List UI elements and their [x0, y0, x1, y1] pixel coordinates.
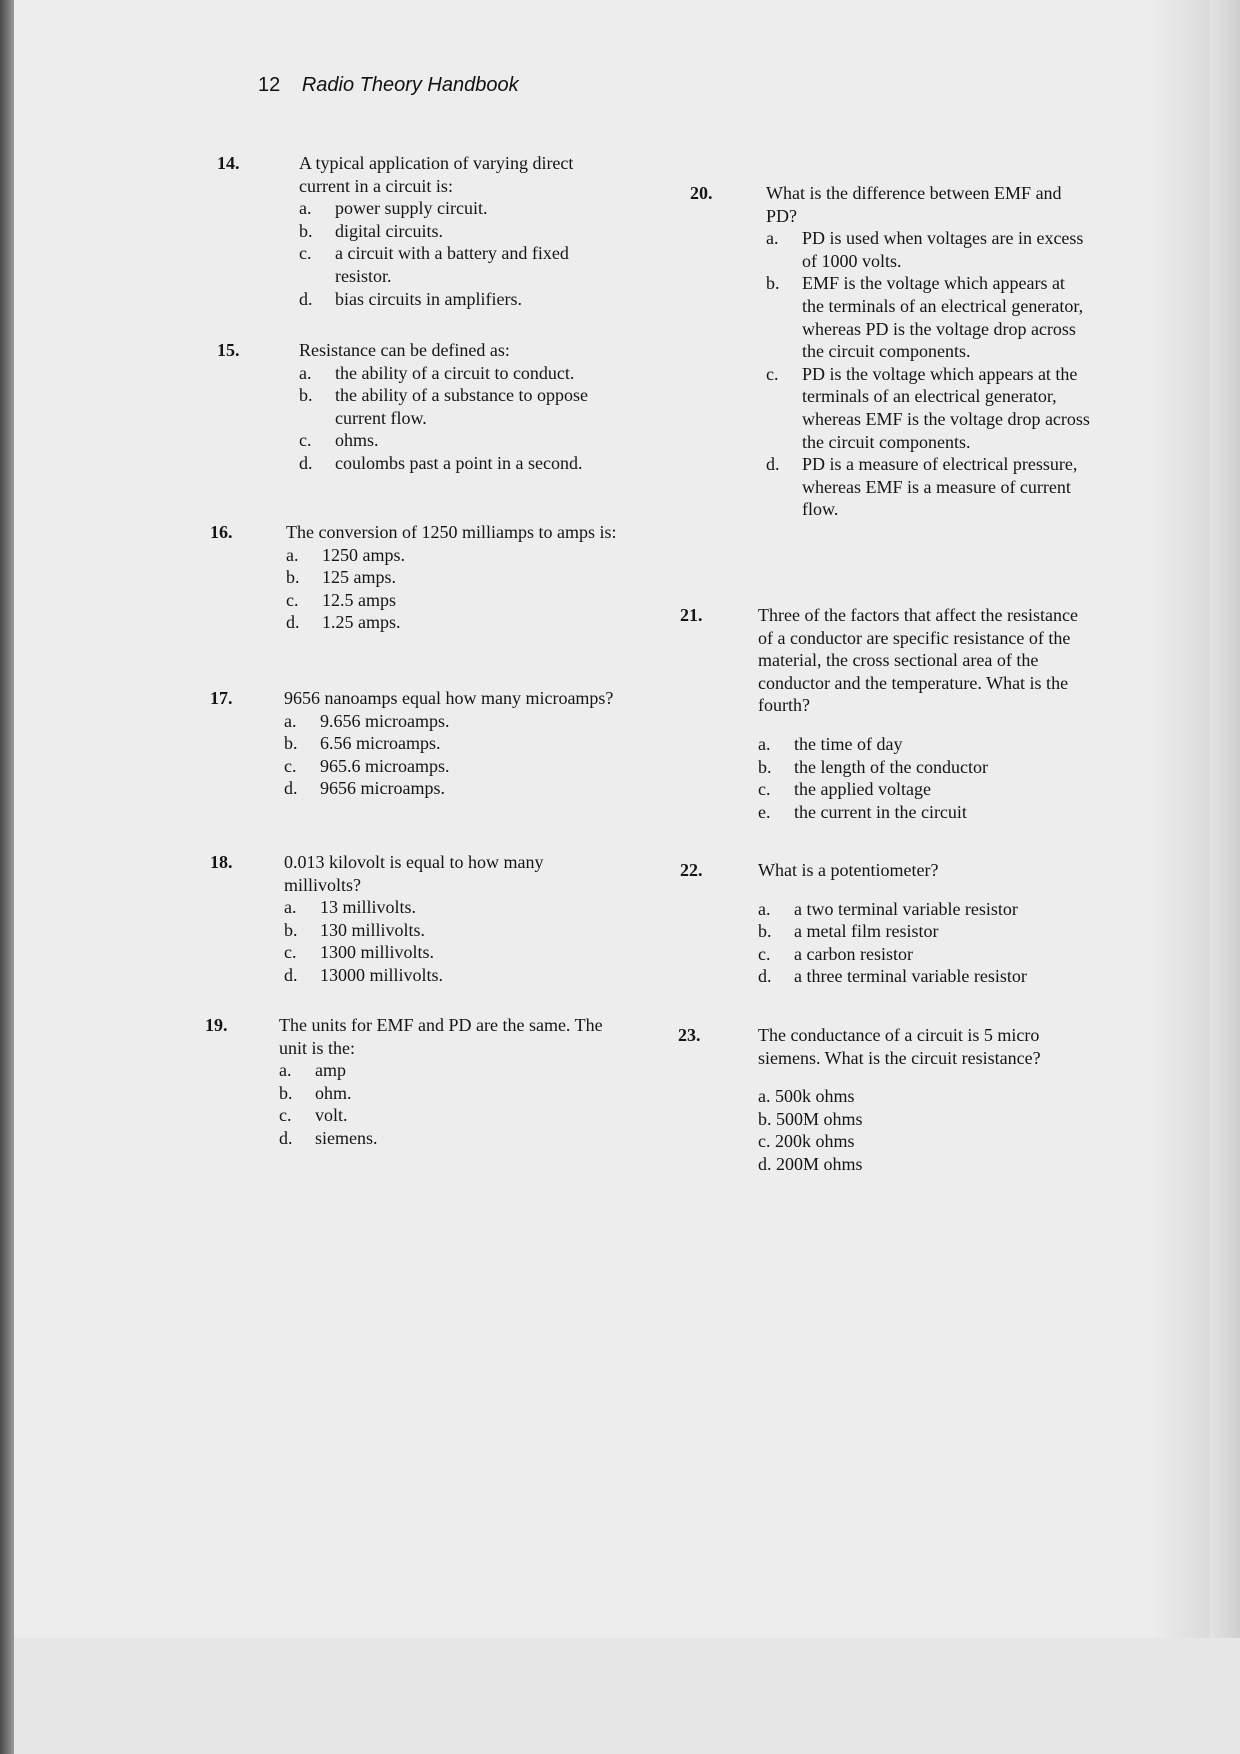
- option-letter: a.: [279, 1060, 292, 1081]
- option-text: 6.56 microamps.: [320, 733, 441, 754]
- option: [279, 1082, 615, 1105]
- question-15: [217, 339, 627, 475]
- option-text: siemens.: [315, 1127, 378, 1148]
- option-text: PD is the voltage which appears at the terminals of an electrical generator, whereas EMF is the voltage drop across the circuit components.: [802, 363, 1090, 452]
- question-number: 20.: [690, 183, 713, 203]
- question-14: [217, 152, 627, 310]
- page-shade: [1150, 0, 1210, 1638]
- option: [284, 732, 620, 755]
- option-list: [758, 1085, 1078, 1175]
- option-text: the ability of a substance to oppose current flow.: [335, 385, 588, 428]
- option-letter: b.: [758, 756, 772, 777]
- option-text: volt.: [315, 1105, 348, 1126]
- option: [758, 733, 1080, 756]
- question-16: [210, 521, 620, 634]
- option-letter: c.: [279, 1105, 292, 1126]
- question-17: [210, 687, 620, 800]
- option: [284, 941, 620, 964]
- option-text: 9656 microamps.: [320, 778, 445, 799]
- option-letter: b.: [286, 567, 300, 588]
- scan-edge: [0, 0, 14, 1754]
- option: [286, 566, 620, 589]
- option-text: 130 millivolts.: [320, 919, 426, 940]
- question-number: 23.: [678, 1025, 701, 1045]
- option-letter: c.: [299, 430, 312, 451]
- option: [758, 778, 1080, 801]
- option-letter: a.: [758, 898, 771, 919]
- option-letter: b.: [299, 385, 313, 406]
- option-list: [299, 362, 627, 475]
- option-text: 9.656 microamps.: [320, 710, 450, 731]
- page-number: 12: [258, 74, 281, 96]
- question-21: [680, 604, 1080, 823]
- option-text: the ability of a circuit to conduct.: [335, 362, 575, 383]
- option-text: d. 200M ohms: [758, 1153, 863, 1174]
- question-stem: Three of the factors that affect the resistance of a conductor are specific resistance of the material, the cross sectional area of the conductor and the temperature. What is the fourth?: [758, 605, 1079, 716]
- option-letter: b.: [284, 733, 298, 754]
- option-letter: d.: [284, 964, 298, 985]
- question-23: [678, 1024, 1078, 1176]
- option-text: digital circuits.: [335, 220, 443, 241]
- option-text: 125 amps.: [322, 567, 396, 588]
- question-number: 18.: [210, 852, 233, 872]
- question-stem: What is a potentiometer?: [758, 860, 939, 880]
- option-text: PD is a measure of electrical pressure, whereas EMF is a measure of current flow.: [802, 454, 1078, 520]
- option-letter: d.: [766, 454, 780, 475]
- option-text: the current in the circuit: [794, 801, 967, 822]
- option-text: 1.25 amps.: [322, 612, 401, 633]
- option-text: a. 500k ohms: [758, 1086, 855, 1107]
- option-text: the length of the conductor: [794, 756, 988, 777]
- option-list: [758, 733, 1080, 823]
- option-letter: c.: [286, 589, 299, 610]
- option: [284, 755, 620, 778]
- option: [299, 242, 627, 287]
- option-text: bias circuits in amplifiers.: [335, 288, 522, 309]
- option: [766, 227, 1090, 272]
- question-stem: 9656 nanoamps equal how many microamps?: [284, 688, 614, 708]
- question-number: 15.: [217, 340, 240, 360]
- question-stem: The units for EMF and PD are the same. The unit is the:: [279, 1015, 603, 1058]
- option: [284, 896, 620, 919]
- question-22: [680, 859, 1080, 988]
- page-gutter: [1210, 0, 1240, 1638]
- option: [279, 1104, 615, 1127]
- option-letter: c.: [284, 755, 297, 776]
- option-text: 13 millivolts.: [320, 897, 417, 918]
- question-stem: The conversion of 1250 milliamps to amps is:: [286, 522, 617, 542]
- option: [279, 1127, 615, 1150]
- option: [758, 801, 1080, 824]
- option: [284, 710, 620, 733]
- option-letter: b.: [758, 921, 772, 942]
- option: [284, 964, 620, 987]
- option: [299, 220, 627, 243]
- option-text: b. 500M ohms: [758, 1108, 863, 1129]
- option-text: the applied voltage: [794, 779, 931, 800]
- option-letter: a.: [284, 710, 297, 731]
- option: [284, 919, 620, 942]
- question-number: 17.: [210, 688, 233, 708]
- option-text: the time of day: [794, 733, 903, 754]
- option-text: a two terminal variable resistor: [794, 898, 1018, 919]
- option-list: [284, 710, 620, 800]
- option: [299, 384, 627, 429]
- question-number: 19.: [205, 1015, 228, 1035]
- option-list: [279, 1059, 615, 1149]
- option-text: 1250 amps.: [322, 544, 405, 565]
- question-number: 22.: [680, 860, 703, 880]
- option-letter: c.: [758, 779, 771, 800]
- option: [299, 452, 627, 475]
- option: [758, 1130, 1078, 1153]
- option: [286, 544, 620, 567]
- option-letter: d.: [286, 612, 300, 633]
- option-letter: a.: [284, 897, 297, 918]
- running-header: [258, 74, 519, 97]
- option-letter: e.: [758, 801, 771, 822]
- option: [766, 272, 1090, 362]
- option: [299, 288, 627, 311]
- option-text: 13000 millivolts.: [320, 964, 444, 985]
- option-letter: b.: [766, 273, 780, 294]
- option-text: PD is used when voltages are in excess of 1000 volts.: [802, 228, 1084, 271]
- question-number: 16.: [210, 522, 233, 542]
- question-number: 21.: [680, 605, 703, 625]
- option: [286, 589, 620, 612]
- option-text: EMF is the voltage which appears at the terminals of an electrical generator, whereas PD is the voltage drop across the circuit components.: [802, 273, 1084, 362]
- option-text: 965.6 microamps.: [320, 755, 450, 776]
- question-stem: 0.013 kilovolt is equal to how many millivolts?: [284, 852, 544, 895]
- option: [758, 1108, 1078, 1131]
- option: [279, 1059, 615, 1082]
- book-title: Radio Theory Handbook: [301, 74, 519, 96]
- scanner-bed: [14, 1638, 1240, 1754]
- option: [284, 777, 620, 800]
- option-text: coulombs past a point in a second.: [335, 452, 583, 473]
- option: [299, 429, 627, 452]
- option-letter: d.: [279, 1127, 293, 1148]
- option-letter: d.: [299, 452, 313, 473]
- option: [299, 197, 627, 220]
- option-text: power supply circuit.: [335, 198, 488, 219]
- option: [758, 898, 1080, 921]
- question-stem: What is the difference between EMF and PD?: [766, 183, 1062, 226]
- option-letter: a.: [758, 733, 771, 754]
- option-letter: d.: [299, 288, 313, 309]
- option-text: a circuit with a battery and fixed resistor.: [335, 243, 569, 286]
- option: [758, 920, 1080, 943]
- option-letter: c.: [299, 243, 312, 264]
- option-letter: d.: [284, 778, 298, 799]
- option-list: [766, 227, 1090, 521]
- option-text: 12.5 amps: [322, 589, 396, 610]
- option: [758, 943, 1080, 966]
- option: [758, 1085, 1078, 1108]
- question-18: [210, 851, 620, 987]
- option-letter: a.: [299, 198, 312, 219]
- option-text: a metal film resistor: [794, 921, 939, 942]
- option: [766, 453, 1090, 521]
- option-text: a three terminal variable resistor: [794, 966, 1027, 987]
- question-stem: A typical application of varying direct current in a circuit is:: [299, 153, 574, 196]
- option-text: ohm.: [315, 1082, 352, 1103]
- option-list: [286, 544, 620, 634]
- question-20: [690, 182, 1090, 521]
- question-number: 14.: [217, 153, 240, 173]
- option-letter: b.: [279, 1082, 293, 1103]
- option-text: 1300 millivolts.: [320, 942, 435, 963]
- option-text: c. 200k ohms: [758, 1131, 855, 1152]
- option-letter: d.: [758, 966, 772, 987]
- option: [758, 965, 1080, 988]
- option: [758, 756, 1080, 779]
- option-text: amp: [315, 1060, 346, 1081]
- question-stem: Resistance can be defined as:: [299, 340, 510, 360]
- option-letter: a.: [286, 544, 299, 565]
- option-letter: a.: [299, 362, 312, 383]
- option-list: [299, 197, 627, 310]
- question-stem: The conductance of a circuit is 5 micro siemens. What is the circuit resistance?: [758, 1025, 1041, 1068]
- question-19: [205, 1014, 615, 1150]
- option-text: a carbon resistor: [794, 943, 913, 964]
- option-letter: a.: [766, 228, 779, 249]
- option-letter: c.: [758, 943, 771, 964]
- option-letter: b.: [299, 220, 313, 241]
- option-text: ohms.: [335, 430, 379, 451]
- option: [286, 611, 620, 634]
- option: [758, 1153, 1078, 1176]
- option: [299, 362, 627, 385]
- option-letter: c.: [284, 942, 297, 963]
- option-list: [758, 898, 1080, 988]
- option-list: [284, 896, 620, 986]
- option: [766, 363, 1090, 453]
- option-letter: c.: [766, 363, 779, 384]
- option-letter: b.: [284, 919, 298, 940]
